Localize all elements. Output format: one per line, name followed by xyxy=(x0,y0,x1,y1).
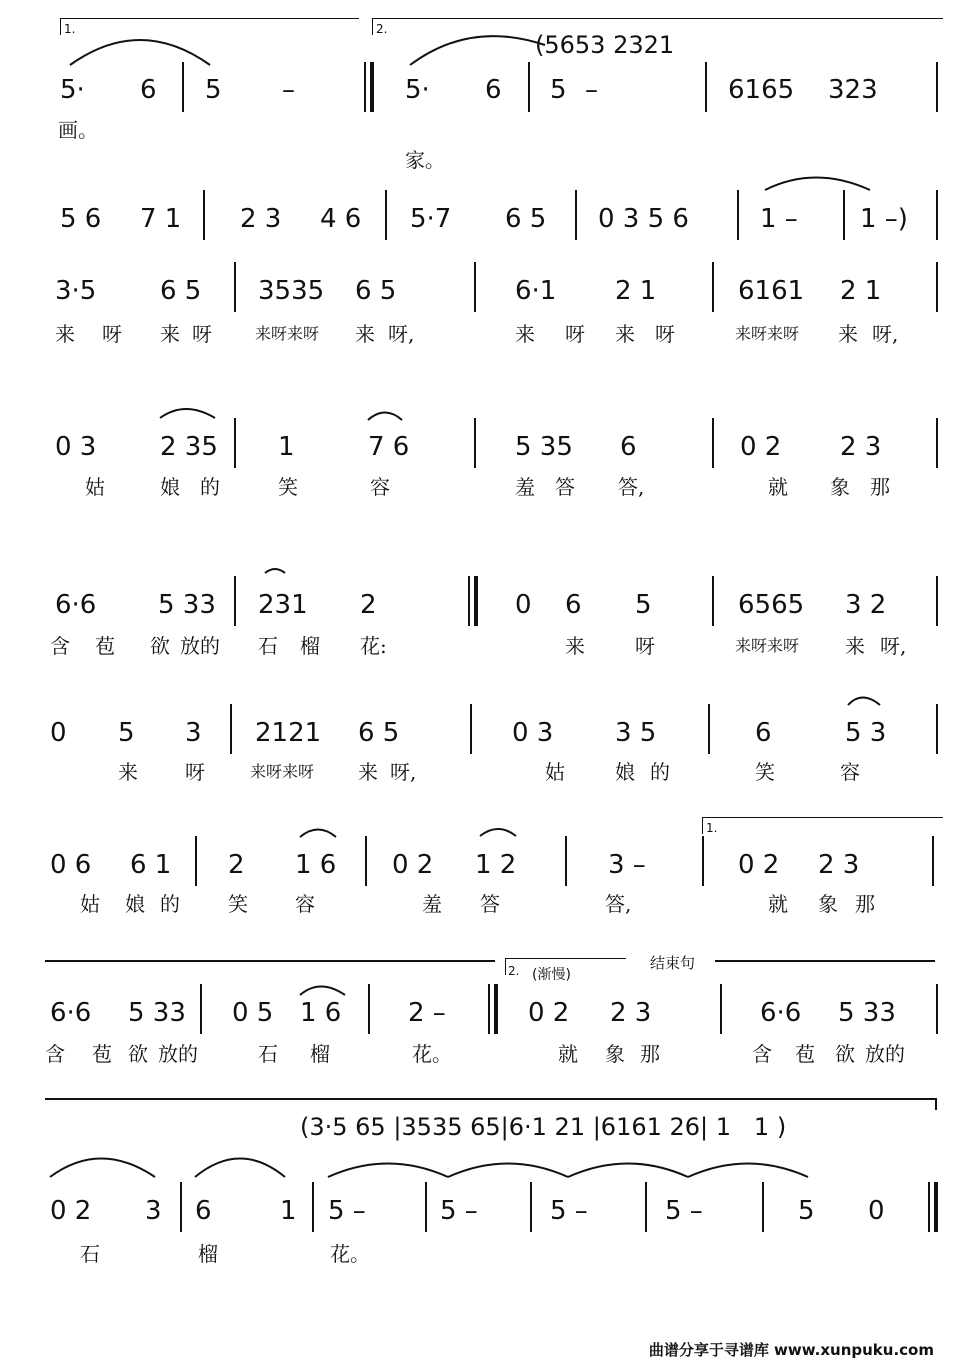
note: 5 xyxy=(205,75,222,105)
note: 0 xyxy=(50,718,67,748)
note: 0 3 xyxy=(512,718,554,748)
barline xyxy=(234,262,236,312)
barline xyxy=(720,984,722,1034)
lyric: 石 xyxy=(80,1242,100,1266)
barline xyxy=(936,262,938,312)
barline xyxy=(762,1182,764,1232)
note: 3 xyxy=(185,718,202,748)
note: 5 33 xyxy=(128,998,186,1028)
barline xyxy=(312,1182,314,1232)
note: 6·1 xyxy=(515,276,557,306)
barline xyxy=(385,190,387,240)
note: 0 2 xyxy=(740,432,782,462)
lyric: 花: xyxy=(360,634,387,658)
note: 6 1 xyxy=(130,850,172,880)
lyric: 石 xyxy=(258,1042,278,1066)
note: 2 1 xyxy=(840,276,882,306)
barline xyxy=(935,1098,937,1110)
lyric: 来 xyxy=(838,322,858,346)
lyric: 花。 xyxy=(412,1042,452,1066)
tempo-mark: (渐慢) xyxy=(532,967,571,983)
lyric: 来 xyxy=(615,322,635,346)
lyric: 姑 xyxy=(85,475,105,499)
ending-line xyxy=(45,1098,935,1100)
lyric: 来呀来呀 xyxy=(250,762,315,781)
barline xyxy=(936,62,938,112)
final-barline xyxy=(934,1182,938,1232)
volta-2b-label: 2. xyxy=(508,964,520,978)
note: 1 6 xyxy=(300,998,342,1028)
note: 6165 xyxy=(728,75,795,105)
ending-line xyxy=(45,960,495,962)
lyric: 娘 xyxy=(125,892,145,916)
repeat-barline xyxy=(474,576,478,626)
lyric: 榴 xyxy=(300,634,320,658)
footer-credit: 曲谱分享于寻谱库 www.xunpuku.com xyxy=(648,1341,934,1359)
barline xyxy=(565,836,567,886)
note: 5 xyxy=(798,1196,815,1226)
repeat-barline xyxy=(370,62,374,112)
note: 6 5 xyxy=(160,276,202,306)
overlay-phrase: (3·5 65 |3535 65|6·1 21 |6161 26| 1 1 ) xyxy=(300,1113,787,1141)
note: 5 xyxy=(635,590,652,620)
lyric: 来 xyxy=(565,634,585,658)
note: 5 33 xyxy=(838,998,896,1028)
note: 0 2 xyxy=(392,850,434,880)
barline xyxy=(936,984,938,1034)
note: 1 xyxy=(280,1196,297,1226)
barline xyxy=(203,190,205,240)
lyric: 含 xyxy=(50,634,70,658)
barline xyxy=(712,576,714,626)
lyric: 石 xyxy=(258,634,278,658)
note: 3 5 xyxy=(615,718,657,748)
note: – xyxy=(282,75,295,105)
barline xyxy=(230,704,232,754)
note: 2 xyxy=(360,590,377,620)
note: 1 6 xyxy=(295,850,337,880)
barline xyxy=(474,418,476,468)
lyric: 苞 xyxy=(92,1042,112,1066)
barline xyxy=(575,190,577,240)
barline xyxy=(528,62,530,112)
lyric: 欲 xyxy=(835,1042,855,1066)
note: 2 35 xyxy=(160,432,218,462)
overlay-phrase: (5653 2321 xyxy=(535,31,675,59)
lyric: 呀 xyxy=(565,322,585,346)
note: 0 6 xyxy=(50,850,92,880)
barline xyxy=(234,418,236,468)
lyric: 来呀来呀 xyxy=(735,636,800,655)
note: 0 5 xyxy=(232,998,274,1028)
lyric: 羞 xyxy=(422,892,442,916)
barline xyxy=(365,836,367,886)
lyric: 来呀来呀 xyxy=(735,324,800,343)
note: 7 1 xyxy=(140,204,182,234)
volta-1 xyxy=(60,18,359,35)
note: 6 5 xyxy=(505,204,547,234)
lyric: 的 xyxy=(650,760,670,784)
lyric: 呀 xyxy=(635,634,655,658)
lyric: 容 xyxy=(295,892,315,916)
lyric: 来 xyxy=(515,322,535,346)
barline xyxy=(368,984,370,1034)
lyric: 呀 xyxy=(192,322,212,346)
note: 6 5 xyxy=(355,276,397,306)
lyric: 来 xyxy=(355,322,375,346)
note: 2 – xyxy=(408,998,446,1028)
lyric: 花。 xyxy=(330,1242,370,1266)
lyric: 就 xyxy=(768,892,788,916)
lyric: 就 xyxy=(558,1042,578,1066)
note: 6·6 xyxy=(760,998,802,1028)
barline xyxy=(195,836,197,886)
barline xyxy=(182,62,184,112)
note: 5 xyxy=(118,718,135,748)
barline xyxy=(488,984,490,1034)
lyric: 呀, xyxy=(872,322,899,346)
note: 5· xyxy=(60,75,85,105)
lyric: 呀 xyxy=(655,322,675,346)
lyric: 娘 xyxy=(615,760,635,784)
note: – xyxy=(585,75,598,105)
lyric: 的 xyxy=(160,892,180,916)
note: 5 33 xyxy=(158,590,216,620)
lyric: 来呀来呀 xyxy=(255,324,320,343)
volta-1-label: 1. xyxy=(64,22,76,36)
barline xyxy=(712,418,714,468)
lyric: 容 xyxy=(840,760,860,784)
lyric: 象 xyxy=(830,475,850,499)
volta-2-label: 2. xyxy=(376,22,388,36)
barline xyxy=(843,190,845,240)
barline xyxy=(645,1182,647,1232)
note: 2 3 xyxy=(840,432,882,462)
lyric: 答, xyxy=(605,892,632,916)
coda-line xyxy=(715,960,935,962)
barline xyxy=(474,262,476,312)
barline xyxy=(425,1182,427,1232)
note: 1 – xyxy=(760,204,798,234)
note: 0 xyxy=(868,1196,885,1226)
barline xyxy=(936,190,938,240)
barline xyxy=(470,704,472,754)
note: 6161 xyxy=(738,276,805,306)
note: 1 xyxy=(278,432,295,462)
note: 0 2 xyxy=(50,1196,92,1226)
note: 5 35 xyxy=(515,432,573,462)
note: 3·5 xyxy=(55,276,97,306)
barline xyxy=(180,1182,182,1232)
note: 323 xyxy=(828,75,878,105)
note: 6 5 xyxy=(358,718,400,748)
note: 2 xyxy=(228,850,245,880)
lyric: 来 xyxy=(55,322,75,346)
note: 6·6 xyxy=(55,590,97,620)
lyric: 来 xyxy=(118,760,138,784)
lyric: 含 xyxy=(45,1042,65,1066)
note: 6 xyxy=(485,75,502,105)
note: 6 xyxy=(195,1196,212,1226)
note: 6·6 xyxy=(50,998,92,1028)
note: 5 – xyxy=(550,1196,588,1226)
barline xyxy=(936,576,938,626)
lyric: 答 xyxy=(555,475,575,499)
barline xyxy=(705,62,707,112)
note: 5 3 xyxy=(845,718,887,748)
lyric: 苞 xyxy=(95,634,115,658)
lyric: 答 xyxy=(480,892,500,916)
lyric: 羞 xyxy=(515,475,535,499)
lyric: 的 xyxy=(200,475,220,499)
lyric: 呀, xyxy=(880,634,907,658)
barline xyxy=(936,418,938,468)
barline xyxy=(712,262,714,312)
repeat-barline xyxy=(494,984,498,1034)
barline xyxy=(530,1182,532,1232)
volta-1b xyxy=(702,817,943,834)
lyric: 家。 xyxy=(405,148,445,172)
note: 231 xyxy=(258,590,308,620)
coda-label: 结束句 xyxy=(650,954,696,972)
barline xyxy=(702,836,704,886)
note: 6 xyxy=(140,75,157,105)
barline xyxy=(364,62,366,112)
note: 2 3 xyxy=(610,998,652,1028)
note: 3 xyxy=(145,1196,162,1226)
note: 0 xyxy=(515,590,532,620)
note: 2 3 xyxy=(240,204,282,234)
barline xyxy=(200,984,202,1034)
lyric: 画。 xyxy=(58,118,98,142)
lyric: 就 xyxy=(768,475,788,499)
lyric: 呀 xyxy=(185,760,205,784)
barline xyxy=(928,1182,930,1232)
lyric: 榴 xyxy=(310,1042,330,1066)
lyric: 那 xyxy=(870,475,890,499)
note: 2 3 xyxy=(818,850,860,880)
note: 6 xyxy=(755,718,772,748)
lyric: 姑 xyxy=(545,760,565,784)
lyric: 那 xyxy=(640,1042,660,1066)
lyric: 容 xyxy=(370,475,390,499)
lyric: 呀 xyxy=(102,322,122,346)
note: 5 – xyxy=(440,1196,478,1226)
barline xyxy=(468,576,470,626)
note: 5 – xyxy=(665,1196,703,1226)
lyric: 笑 xyxy=(278,475,298,499)
note: 2121 xyxy=(255,718,322,748)
note: 2 1 xyxy=(615,276,657,306)
lyric: 姑 xyxy=(80,892,100,916)
note: 5 xyxy=(550,75,567,105)
note: 3535 xyxy=(258,276,325,306)
lyric: 放的 xyxy=(158,1042,198,1066)
lyric: 来 xyxy=(845,634,865,658)
note: 0 2 xyxy=(738,850,780,880)
barline xyxy=(737,190,739,240)
lyric: 含 xyxy=(752,1042,772,1066)
note: 6 xyxy=(565,590,582,620)
note: 0 3 5 6 xyxy=(598,204,689,234)
note: 3 2 xyxy=(845,590,887,620)
lyric: 欲 xyxy=(150,634,170,658)
lyric: 放的 xyxy=(180,634,220,658)
note: 3 – xyxy=(608,850,646,880)
note: 0 3 xyxy=(55,432,97,462)
lyric: 那 xyxy=(855,892,875,916)
note: 6565 xyxy=(738,590,805,620)
lyric: 榴 xyxy=(198,1242,218,1266)
note: 0 2 xyxy=(528,998,570,1028)
lyric: 放的 xyxy=(865,1042,905,1066)
note: 4 6 xyxy=(320,204,362,234)
note: 1 2 xyxy=(475,850,517,880)
lyric: 苞 xyxy=(795,1042,815,1066)
lyric: 娘 xyxy=(160,475,180,499)
lyric: 呀, xyxy=(390,760,417,784)
note: 5· xyxy=(405,75,430,105)
lyric: 象 xyxy=(605,1042,625,1066)
barline xyxy=(936,704,938,754)
lyric: 欲 xyxy=(128,1042,148,1066)
lyric: 答, xyxy=(618,475,645,499)
lyric: 笑 xyxy=(755,760,775,784)
note: 5 – xyxy=(328,1196,366,1226)
note: 1 –) xyxy=(860,204,908,234)
note: 7 6 xyxy=(368,432,410,462)
volta-1b-label: 1. xyxy=(706,821,718,835)
note: 5 6 xyxy=(60,204,102,234)
lyric: 笑 xyxy=(228,892,248,916)
note: 5·7 xyxy=(410,204,452,234)
barline xyxy=(234,576,236,626)
lyric: 象 xyxy=(818,892,838,916)
lyric: 呀, xyxy=(388,322,415,346)
barline xyxy=(932,836,934,886)
lyric: 来 xyxy=(160,322,180,346)
lyric: 来 xyxy=(358,760,378,784)
note: 6 xyxy=(620,432,637,462)
barline xyxy=(708,704,710,754)
